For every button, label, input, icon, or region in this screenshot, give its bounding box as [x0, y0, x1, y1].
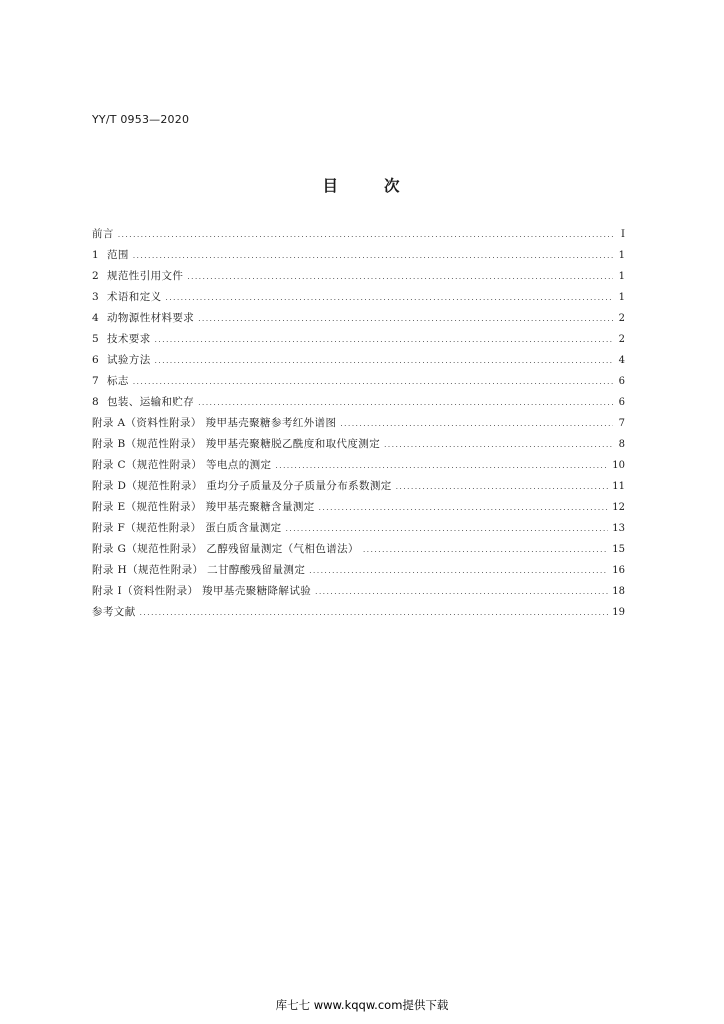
toc-entry-page: 6	[618, 376, 625, 387]
toc-entry-page: 19	[612, 607, 625, 618]
toc-entry-page: 7	[618, 418, 625, 429]
toc-entry[interactable]	[92, 415, 625, 436]
toc-title-char-1: 目	[322, 177, 340, 195]
toc-entry-text: 参考文献	[92, 606, 136, 618]
toc-entry-page: 12	[612, 502, 625, 513]
toc-leader-dots	[309, 567, 608, 575]
toc-entry-page: 13	[612, 523, 625, 534]
toc-entry-label	[92, 478, 392, 493]
toc-entry[interactable]	[92, 394, 625, 415]
toc-leader-dots	[155, 336, 613, 344]
toc-entry-label	[92, 289, 162, 304]
toc-entry[interactable]	[92, 604, 625, 625]
toc-leader-dots	[319, 504, 609, 512]
toc-entry-label	[92, 541, 359, 556]
toc-entry-label	[92, 415, 336, 430]
toc-leader-dots	[363, 546, 608, 554]
toc-entry-text: 附录 G（规范性附录） 乙醇残留量测定（气相色谱法）	[92, 543, 359, 555]
toc-entry-text: 附录 I（资料性附录） 羧甲基壳聚糖降解试验	[92, 585, 312, 597]
toc-entry-page: 18	[612, 586, 625, 597]
toc-leader-dots	[140, 609, 609, 617]
toc-entry-label	[92, 562, 305, 577]
toc-entry-text: 附录 E（规范性附录） 羧甲基壳聚糖含量测定	[92, 501, 315, 513]
toc-leader-dots	[133, 252, 613, 260]
toc-entry-number: 6	[92, 354, 100, 366]
toc-title	[0, 174, 724, 196]
toc-entry[interactable]	[92, 583, 625, 604]
toc-entry[interactable]	[92, 289, 625, 310]
toc-entry[interactable]	[92, 373, 625, 394]
toc-entry-text: 范围	[107, 249, 129, 261]
toc-entry-page: 1	[618, 250, 625, 261]
toc-entry-label	[92, 331, 151, 346]
toc-entry-text: 包装、运输和贮存	[107, 396, 195, 408]
toc-entry-label	[92, 247, 129, 262]
toc-entry[interactable]	[92, 478, 625, 499]
toc-entry-text: 动物源性材料要求	[107, 312, 195, 324]
toc-leader-dots	[187, 273, 613, 281]
toc-entry-text: 附录 D（规范性附录） 重均分子质量及分子质量分布系数测定	[92, 480, 392, 492]
toc-entry[interactable]	[92, 541, 625, 562]
toc-entry-page: 11	[612, 481, 625, 492]
toc-entry-text: 标志	[107, 375, 129, 387]
toc-leader-dots	[340, 420, 613, 428]
toc-entry-text: 附录 C（规范性附录） 等电点的测定	[92, 459, 272, 471]
toc-entry-label	[92, 499, 315, 514]
table-of-contents	[92, 226, 625, 625]
toc-leader-dots	[133, 378, 613, 386]
toc-leader-dots	[166, 294, 614, 302]
toc-entry-text: 附录 A（资料性附录） 羧甲基壳聚糖参考红外谱图	[92, 417, 337, 429]
toc-entry-text: 技术要求	[107, 333, 151, 345]
toc-entry-page: Ⅰ	[621, 229, 625, 240]
toc-entry[interactable]	[92, 352, 625, 373]
toc-entry[interactable]	[92, 562, 625, 583]
toc-entry-page: 6	[618, 397, 625, 408]
toc-leader-dots	[286, 525, 609, 533]
toc-entry[interactable]	[92, 457, 625, 478]
toc-entry-page: 4	[618, 355, 625, 366]
toc-entry-page: 16	[612, 565, 625, 576]
toc-entry-number: 3	[92, 291, 100, 303]
toc-entry[interactable]	[92, 268, 625, 289]
toc-entry-label	[92, 373, 129, 388]
toc-leader-dots	[118, 231, 613, 239]
toc-entry[interactable]	[92, 226, 625, 247]
toc-entry-text: 附录 H（规范性附录） 二甘醇酸残留量测定	[92, 564, 306, 576]
toc-entry[interactable]	[92, 520, 625, 541]
toc-entry-page: 15	[612, 544, 625, 555]
toc-entry-number: 2	[92, 270, 100, 282]
toc-entry[interactable]	[92, 247, 625, 268]
toc-entry-number: 4	[92, 312, 100, 324]
toc-leader-dots	[315, 588, 608, 596]
toc-entry-label	[92, 226, 114, 241]
toc-entry-label	[92, 604, 136, 619]
toc-entry-label	[92, 457, 271, 472]
toc-entry-page: 8	[618, 439, 625, 450]
toc-entry-number: 5	[92, 333, 100, 345]
toc-leader-dots	[198, 315, 613, 323]
toc-entry-text: 术语和定义	[107, 291, 162, 303]
toc-entry[interactable]	[92, 310, 625, 331]
toc-leader-dots	[384, 441, 613, 449]
toc-entry-page: 2	[618, 334, 625, 345]
toc-entry-label	[92, 520, 282, 535]
toc-entry-label	[92, 268, 183, 283]
toc-entry-label	[92, 310, 194, 325]
toc-title-char-2: 次	[384, 177, 402, 195]
toc-entry-number: 8	[92, 396, 100, 408]
standard-code: YY/T 0953—2020	[92, 113, 190, 126]
toc-entry-text: 附录 B（规范性附录） 羧甲基壳聚糖脱乙酰度和取代度测定	[92, 438, 381, 450]
toc-entry-page: 2	[618, 313, 625, 324]
toc-leader-dots	[275, 462, 608, 470]
toc-entry-page: 1	[618, 292, 625, 303]
toc-entry-page: 10	[612, 460, 625, 471]
toc-entry-text: 试验方法	[107, 354, 151, 366]
toc-entry-number: 7	[92, 375, 100, 387]
toc-leader-dots	[396, 483, 609, 491]
toc-entry-page: 1	[618, 271, 625, 282]
toc-entry[interactable]	[92, 436, 625, 457]
toc-entry[interactable]	[92, 331, 625, 352]
toc-entry-text: 规范性引用文件	[107, 270, 184, 282]
toc-entry-text: 前言	[92, 228, 114, 240]
toc-entry-label	[92, 436, 380, 451]
toc-leader-dots	[198, 399, 613, 407]
toc-entry-label	[92, 394, 194, 409]
footer-download-note: 库七七 www.kqqw.com提供下载	[275, 998, 449, 1012]
toc-leader-dots	[155, 357, 613, 365]
toc-entry-number: 1	[92, 249, 100, 261]
toc-entry-label	[92, 352, 151, 367]
toc-entry-text: 附录 F（规范性附录） 蛋白质含量测定	[92, 522, 282, 534]
toc-entry[interactable]	[92, 499, 625, 520]
toc-entry-label	[92, 583, 311, 598]
